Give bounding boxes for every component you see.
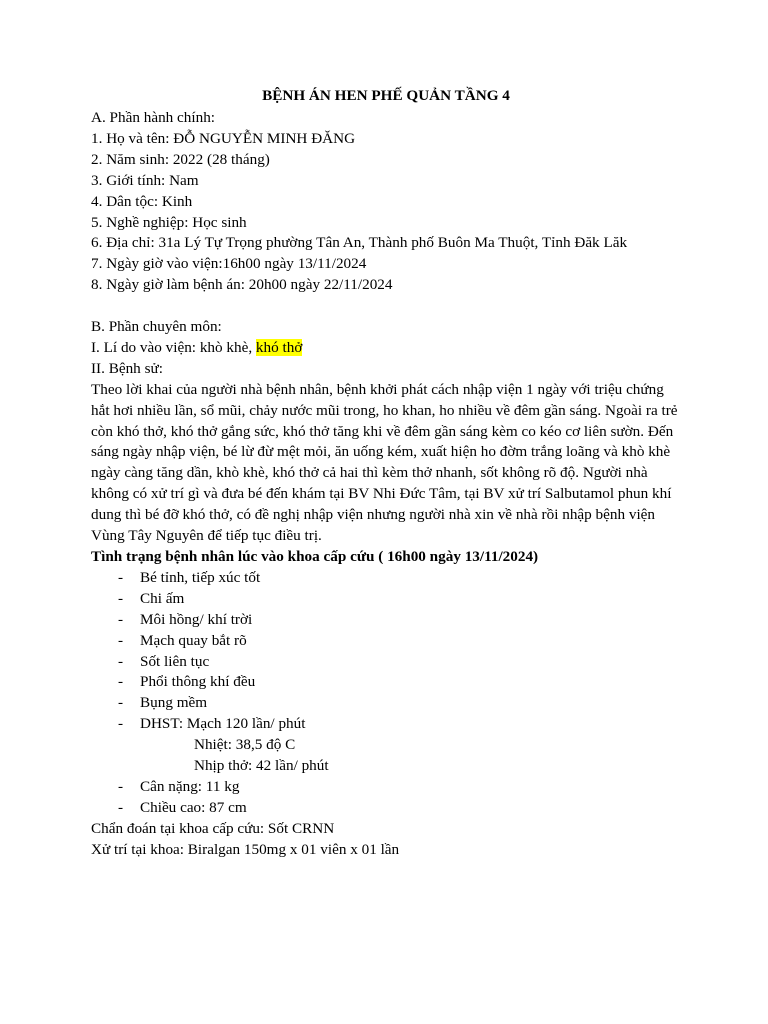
list-item (91, 777, 681, 798)
admin-item-admission-time: 7. Ngày giờ vào viện:16h00 ngày 13/11/2024 (91, 255, 367, 273)
emergency-status-list (91, 568, 681, 819)
admin-item-gender: 3. Giới tính: Nam (91, 171, 199, 189)
list-item (91, 672, 681, 693)
list-item-text: Mạch quay bắt rõ (140, 631, 247, 649)
list-item-text: DHST: Mạch 120 lần/ phút (140, 715, 306, 733)
spacer (91, 296, 681, 317)
admin-item-occupation: 5. Nghề nghiệp: Học sinh (91, 213, 247, 231)
admin-item-birth-year: 2. Năm sinh: 2022 (28 tháng) (91, 150, 270, 168)
document-page (91, 84, 681, 861)
admin-item-ethnicity: 4. Dân tộc: Kinh (91, 192, 193, 210)
bullet-dash: - (118, 715, 124, 733)
bullet-dash: - (118, 777, 124, 795)
admin-item-record-time: 8. Ngày giờ làm bệnh án: 20h00 ngày 22/11/2024 (91, 276, 393, 294)
section-b-heading: B. Phần chuyên môn: (91, 318, 222, 336)
list-item-text: Sốt liên tục (140, 652, 210, 670)
list-item (91, 714, 681, 735)
bullet-dash: - (118, 568, 124, 586)
admission-reason-text: I. Lí do vào viện: khò khè, (91, 338, 256, 356)
list-item-text: Phổi thông khí đều (140, 673, 256, 691)
emergency-diagnosis: Chẩn đoán tại khoa cấp cứu: Sốt CRNN (91, 819, 335, 837)
list-item (91, 589, 681, 610)
vitals-temperature (91, 735, 681, 756)
admission-reason-highlight: khó thở (255, 338, 303, 356)
history-paragraph: Theo lời khai của người nhà bệnh nhân, bệnh khởi phát cách nhập viện 1 ngày với triệu chứng hắt hơi nhiều lần, sổ mũi, chảy nước mũi trong, ho khan, ho nhiều về đêm gần sáng. Ngoài ra trẻ còn khó thở, khó thở gắng sức, khó thở tăng khi về đêm gần sáng kèm co kéo cơ liên sườn. Đến sáng ngày nhập viện, bé lừ đừ mệt mỏi, ăn uống kém, xuất hiện ho đờm trắng loãng và khò khè ngày càng tăng dần, khò khè, khó thở cả hai thì kèm thở nhanh, sốt không rõ độ. Người nhà không có xử trí gì và đưa bé đến khám tại BV Nhi Đức Tâm, tại BV xử trí Salbutamol phun khí dung thì bé đỡ khó thở, có đề nghị nhập viện nhưng người nhà xin về nhà rồi nhập bệnh viện Vùng Tây Nguyên để tiếp tục điều trị. (91, 380, 678, 545)
admin-item-address: 6. Địa chỉ: 31a Lý Tự Trọng phường Tân An, Thành phố Buôn Ma Thuột, Tỉnh Đăk Lăk (91, 234, 628, 252)
list-item-text: Bé tỉnh, tiếp xúc tốt (140, 568, 261, 586)
list-item (91, 798, 681, 819)
section-a-heading: A. Phần hành chính: (91, 109, 216, 126)
list-item-text: Nhiệt: 38,5 độ C (194, 736, 296, 754)
list-item (91, 652, 681, 673)
list-item (91, 693, 681, 714)
bullet-dash: - (118, 694, 124, 712)
list-item-text: Nhịp thở: 42 lần/ phút (194, 757, 329, 775)
admission-reason (91, 338, 681, 359)
emergency-treatment: Xử trí tại khoa: Biralgan 150mg x 01 viên x 01 lần (91, 840, 400, 858)
list-item-text: Cân nặng: 11 kg (140, 777, 240, 795)
vitals-respiratory-rate (91, 756, 681, 777)
bullet-dash: - (118, 589, 124, 607)
bullet-dash: - (118, 673, 124, 691)
list-item (91, 568, 681, 589)
list-item-text: Chi ấm (140, 589, 185, 607)
list-item-text: Bụng mềm (140, 694, 208, 712)
list-item-text: Chiều cao: 87 cm (140, 798, 247, 816)
bullet-dash: - (118, 652, 124, 670)
bullet-dash: - (118, 610, 124, 628)
list-item-text: Môi hồng/ khí trời (140, 610, 253, 628)
admin-item-name: 1. Họ và tên: ĐỖ NGUYỄN MINH ĐĂNG (91, 129, 356, 147)
list-item (91, 610, 681, 631)
bullet-dash: - (118, 798, 124, 816)
document-title: BỆNH ÁN HEN PHẾ QUẢN TẦNG 4 (262, 87, 510, 104)
emergency-status-heading: Tình trạng bệnh nhân lúc vào khoa cấp cứu ( 16h00 ngày 13/11/2024) (91, 548, 539, 566)
list-item (91, 631, 681, 652)
history-heading: II. Bệnh sử: (91, 359, 163, 377)
bullet-dash: - (118, 631, 124, 649)
